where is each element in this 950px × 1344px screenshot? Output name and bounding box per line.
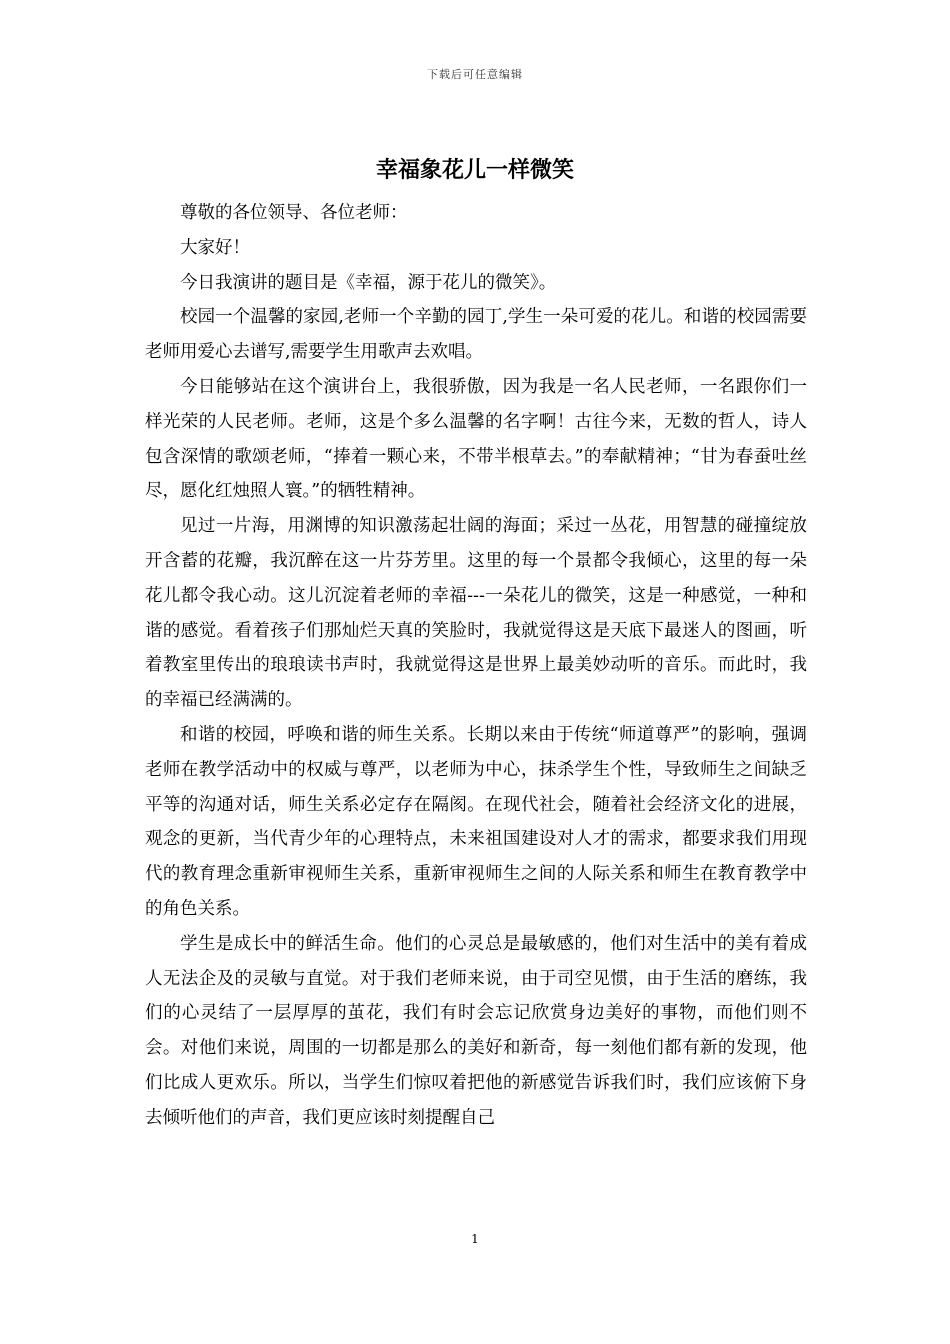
paragraph-salutation: 尊敬的各位领导、各位老师： <box>180 203 408 223</box>
document-body <box>145 196 807 1136</box>
paragraph-topic: 今日我演讲的题目是《幸福，源于花儿的微笑》。 <box>180 272 557 293</box>
page-number: 1 <box>471 1232 479 1246</box>
paragraph: 校园一个温馨的家园,老师一个辛勤的园丁,学生一朵可爱的花儿。和谐的校园需要老师用爱心去谱写,需要学生用歌声去欢唱。 <box>145 307 807 363</box>
paragraph: 和谐的校园，呼唤和谐的师生关系。长期以来由于传统“师道尊严”的影响，强调老师在教学活动中的权威与尊严，以老师为中心，抹杀学生个性，导致师生之间缺乏平等的沟通对话，师生关系必定存在隔阂。在现代社会，随着社会经济文化的进展，观念的更新，当代青少年的心理特点，未来祖国建设对人才的需求，都要求我们用现代的教育理念重新审视师生关系，重新审视师生之间的人际关系和师生在教育教学中的角色关系。 <box>145 724 807 919</box>
header-note: 下载后可任意编辑 <box>427 68 523 81</box>
paragraph-greeting: 大家好！ <box>180 237 250 258</box>
paragraph: 学生是成长中的鲜活生命。他们的心灵总是最敏感的，他们对生活中的美有着成人无法企及的灵敏与直觉。对于我们老师来说，由于司空见惯，由于生活的磨练，我们的心灵结了一层厚厚的茧花，我们有时会忘记欣赏身边美好的事物，而他们则不会。对他们来说，周围的一切都是那么的美好和新奇，每一刻他们都有新的发现，他们比成人更欢乐。所以，当学生们惊叹着把他的新感觉告诉我们时，我们应该俯下身去倾听他们的声音，我们更应该时刻提醒自己 <box>145 933 807 1128</box>
document-title: 幸福象花儿一样微笑 <box>375 157 574 183</box>
paragraph: 见过一片海，用渊博的知识激荡起壮阔的海面；采过一丛花，用智慧的碰撞绽放开含蓄的花瓣，我沉醉在这一片芬芳里。这里的每一个景都令我倾心，这里的每一朵花儿都令我心动。这儿沉淀着老师的幸福---一朵花儿的微笑，这是一种感觉，一种和谐的感觉。看着孩子们那灿烂天真的笑脸时，我就觉得这是天底下最迷人的图画，听着教室里传出的琅琅读书声时，我就觉得这是世界上最美妙动听的音乐。而此时，我的幸福已经满满的。 <box>145 516 807 711</box>
paragraph: 今日能够站在这个演讲台上，我很骄傲，因为我是一名人民老师，一名跟你们一样光荣的人民老师。老师，这是个多么温馨的名字啊！古往今来，无数的哲人，诗人包含深情的歌颂老师，“捧着一颗心来，不带半根草去。”的奉献精神；“甘为春蚕吐丝尽，愿化红烛照人寰。”的牺牲精神。 <box>145 376 807 502</box>
